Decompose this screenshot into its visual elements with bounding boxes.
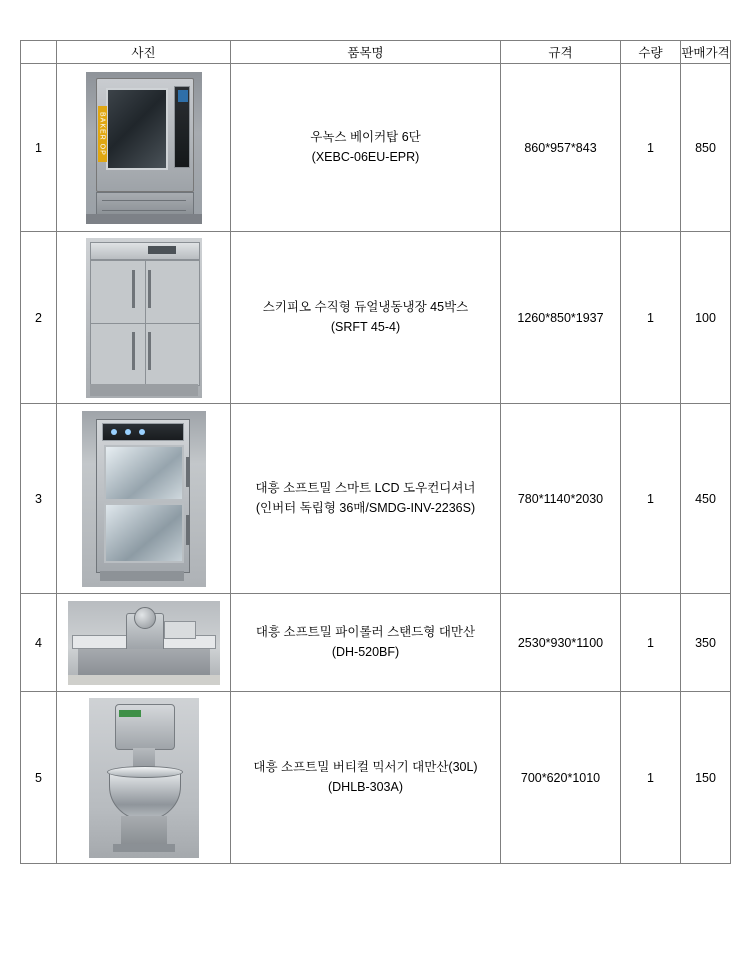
product-quantity: 1 [621, 232, 681, 404]
oven-door-glass [106, 88, 168, 170]
fridge-doors [90, 260, 200, 386]
product-photo-cell [57, 64, 231, 232]
fridge-top-unit [90, 242, 200, 260]
product-name-line1: 대흥 소프트밀 스마트 LCD 도우컨디셔너 [255, 481, 476, 496]
indicator-icon [125, 429, 131, 435]
conditioner-control-panel [102, 423, 184, 441]
equipment-item-table [20, 40, 731, 864]
table-row [21, 232, 731, 404]
product-spec: 1260*850*1937 [501, 232, 621, 404]
sheeter-left-belt [72, 635, 128, 649]
product-photo-cell [57, 692, 231, 864]
product-spec: 860*957*843 [501, 64, 621, 232]
product-name-cell [231, 692, 501, 864]
indicator-icon [139, 429, 145, 435]
column-header-price: 판매가격 [681, 41, 731, 64]
indicator-icon [111, 429, 117, 435]
oven-display-icon [178, 90, 188, 102]
product-name-cell [231, 594, 501, 692]
product-name-line1: 스키피오 수직형 듀얼냉동냉장 45박스 [262, 300, 469, 315]
product-photo-cell [57, 404, 231, 594]
product-photo [57, 411, 230, 587]
fridge-display-icon [148, 246, 176, 254]
door-handle [132, 270, 135, 308]
row-number: 1 [21, 64, 57, 232]
product-spec: 2530*930*1100 [501, 594, 621, 692]
door-handle [148, 270, 151, 308]
product-photo-cell [57, 232, 231, 404]
product-name-line2: (DHLB-303A) [327, 779, 404, 794]
column-header-qty: 수량 [621, 41, 681, 64]
product-photo [57, 238, 230, 398]
product-spec: 780*1140*2030 [501, 404, 621, 594]
fridge-base [90, 384, 198, 396]
mixer-base [113, 844, 175, 852]
mixer-bowl-rim [107, 766, 183, 778]
product-photo [57, 698, 230, 858]
product-name-line2: (SRFT 45-4) [330, 319, 401, 334]
convection-oven-photo [86, 72, 202, 224]
column-header-photo: 사진 [57, 41, 231, 64]
product-photo-cell [57, 594, 231, 692]
table-body [21, 64, 731, 864]
product-name-line2: (XEBC-06EU-EPR) [311, 149, 420, 164]
sheeter-tray [164, 621, 196, 639]
product-spec: 700*620*1010 [501, 692, 621, 864]
column-header-spec: 규격 [501, 41, 621, 64]
conditioner-upper-glass-door [104, 445, 184, 501]
mixer-stand [121, 816, 167, 846]
product-name-cell [231, 64, 501, 232]
product-name-cell [231, 232, 501, 404]
door-divider-horizontal [91, 323, 199, 324]
row-number: 5 [21, 692, 57, 864]
photo-floor [68, 675, 220, 685]
product-name-cell [231, 404, 501, 594]
table-row [21, 692, 731, 864]
row-number: 4 [21, 594, 57, 692]
sheeter-stand [78, 649, 210, 675]
product-quantity: 1 [621, 404, 681, 594]
oven-brand-label: BAKER OP [98, 106, 107, 162]
row-number: 2 [21, 232, 57, 404]
product-price: 100 [681, 232, 731, 404]
conditioner-base [100, 571, 184, 581]
column-header-name: 품목명 [231, 41, 501, 64]
product-name-line2: (인버터 독립형 36매/SMDG-INV-2236S) [255, 500, 476, 515]
product-name-line1: 대흥 소프트밀 파이롤러 스탠드형 대만산 [255, 625, 476, 640]
product-quantity: 1 [621, 692, 681, 864]
table-row [21, 64, 731, 232]
table-row [21, 594, 731, 692]
product-name-line1: 우녹스 베이커탑 6단 [310, 130, 421, 145]
door-handle [132, 332, 135, 370]
oven-rail [102, 200, 186, 201]
dough-sheeter-photo [68, 601, 220, 685]
table-header-row [21, 41, 731, 64]
oven-rail [102, 210, 186, 211]
column-header-no [21, 41, 57, 64]
upright-freezer-refrigerator-photo [86, 238, 202, 398]
mixer-brand-label [119, 710, 141, 717]
product-price: 450 [681, 404, 731, 594]
product-name-line2: (DH-520BF) [331, 644, 400, 659]
product-quantity: 1 [621, 64, 681, 232]
product-photo [57, 601, 230, 685]
door-handle [148, 332, 151, 370]
product-price: 350 [681, 594, 731, 692]
table-header [21, 41, 731, 64]
sheeter-handwheel [134, 607, 156, 629]
product-quantity: 1 [621, 594, 681, 692]
product-name-line1: 대흥 소프트밀 버티컬 믹서기 대만산(30L) [253, 760, 478, 775]
product-price: 150 [681, 692, 731, 864]
vertical-mixer-photo [89, 698, 199, 858]
door-handle [186, 515, 190, 545]
dough-conditioner-photo [82, 411, 206, 587]
row-number: 3 [21, 404, 57, 594]
product-photo [57, 72, 230, 224]
photo-floor [86, 214, 202, 224]
conditioner-lower-glass-door [104, 503, 184, 563]
door-handle [186, 457, 190, 487]
table-row [21, 404, 731, 594]
product-price: 850 [681, 64, 731, 232]
